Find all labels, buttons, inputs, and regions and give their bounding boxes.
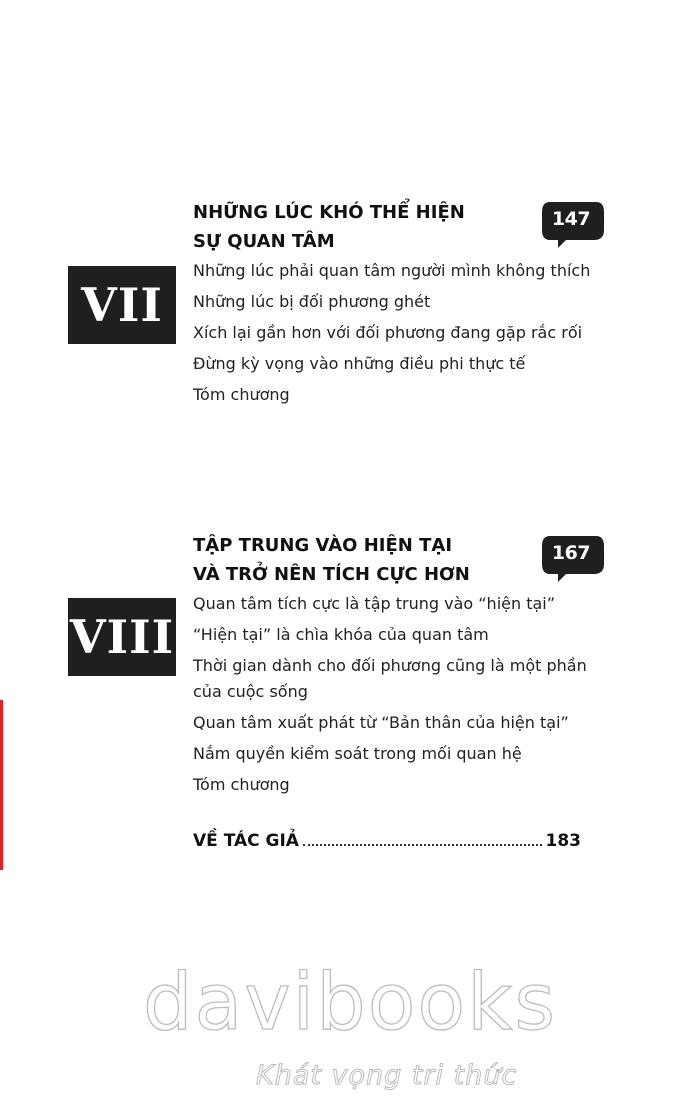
chapter-numeral-box: [68, 598, 176, 676]
toc-entry[interactable]: Những lúc phải quan tâm người mình không thích: [193, 261, 591, 280]
chapter-title-line-1: NHỮNG LÚC KHÓ THỂ HIỆN: [193, 202, 465, 223]
chapter-title-line-1: TẬP TRUNG VÀO HIỆN TẠI: [193, 535, 453, 556]
toc-entry[interactable]: Tóm chương: [193, 775, 290, 794]
page-edge-marker: [0, 700, 3, 870]
about-author-page: 183: [545, 831, 581, 851]
chapter-entries: [193, 591, 613, 803]
chapter-title-line-2: VÀ TRỞ NÊN TÍCH CỰC HƠN: [193, 564, 470, 585]
toc-entry[interactable]: Quan tâm xuất phát từ “Bản thân của hiện tại”: [193, 713, 569, 732]
toc-entry[interactable]: Những lúc bị đối phương ghét: [193, 292, 431, 311]
dot-leader: [303, 832, 542, 846]
about-author-entry[interactable]: [193, 831, 581, 851]
chapter-title-line-2: SỰ QUAN TÂM: [193, 231, 335, 252]
toc-entry[interactable]: Tóm chương: [193, 385, 290, 404]
toc-entry[interactable]: Nắm quyền kiểm soát trong mối quan hệ: [193, 744, 522, 763]
watermark-tagline: Khát vọng tri thức: [256, 1060, 518, 1091]
page-number-badge: [540, 534, 606, 584]
chapter-title: [193, 531, 470, 589]
toc-entry[interactable]: Thời gian dành cho đối phương cũng là một phần của cuộc sống: [193, 656, 587, 701]
toc-entry[interactable]: “Hiện tại” là chìa khóa của quan tâm: [193, 625, 489, 644]
chapter-title: [193, 198, 465, 256]
toc-entry[interactable]: Quan tâm tích cực là tập trung vào “hiện tại”: [193, 594, 556, 613]
chapter-page-number: 167: [551, 542, 591, 564]
chapter-numeral: VII: [81, 278, 163, 332]
chapter-numeral-box: [68, 266, 176, 344]
watermark-brand: davibooks: [143, 958, 557, 1048]
chapter-page-number: 147: [551, 208, 591, 230]
chapter-numeral: VIII: [69, 610, 175, 664]
about-author-label: VỀ TÁC GIẢ: [193, 831, 299, 851]
toc-entry[interactable]: Xích lại gần hơn với đối phương đang gặp rắc rối: [193, 323, 583, 342]
page-number-badge: [540, 200, 606, 250]
toc-entry[interactable]: Đừng kỳ vọng vào những điều phi thực tế: [193, 354, 526, 373]
chapter-entries: [193, 258, 613, 413]
